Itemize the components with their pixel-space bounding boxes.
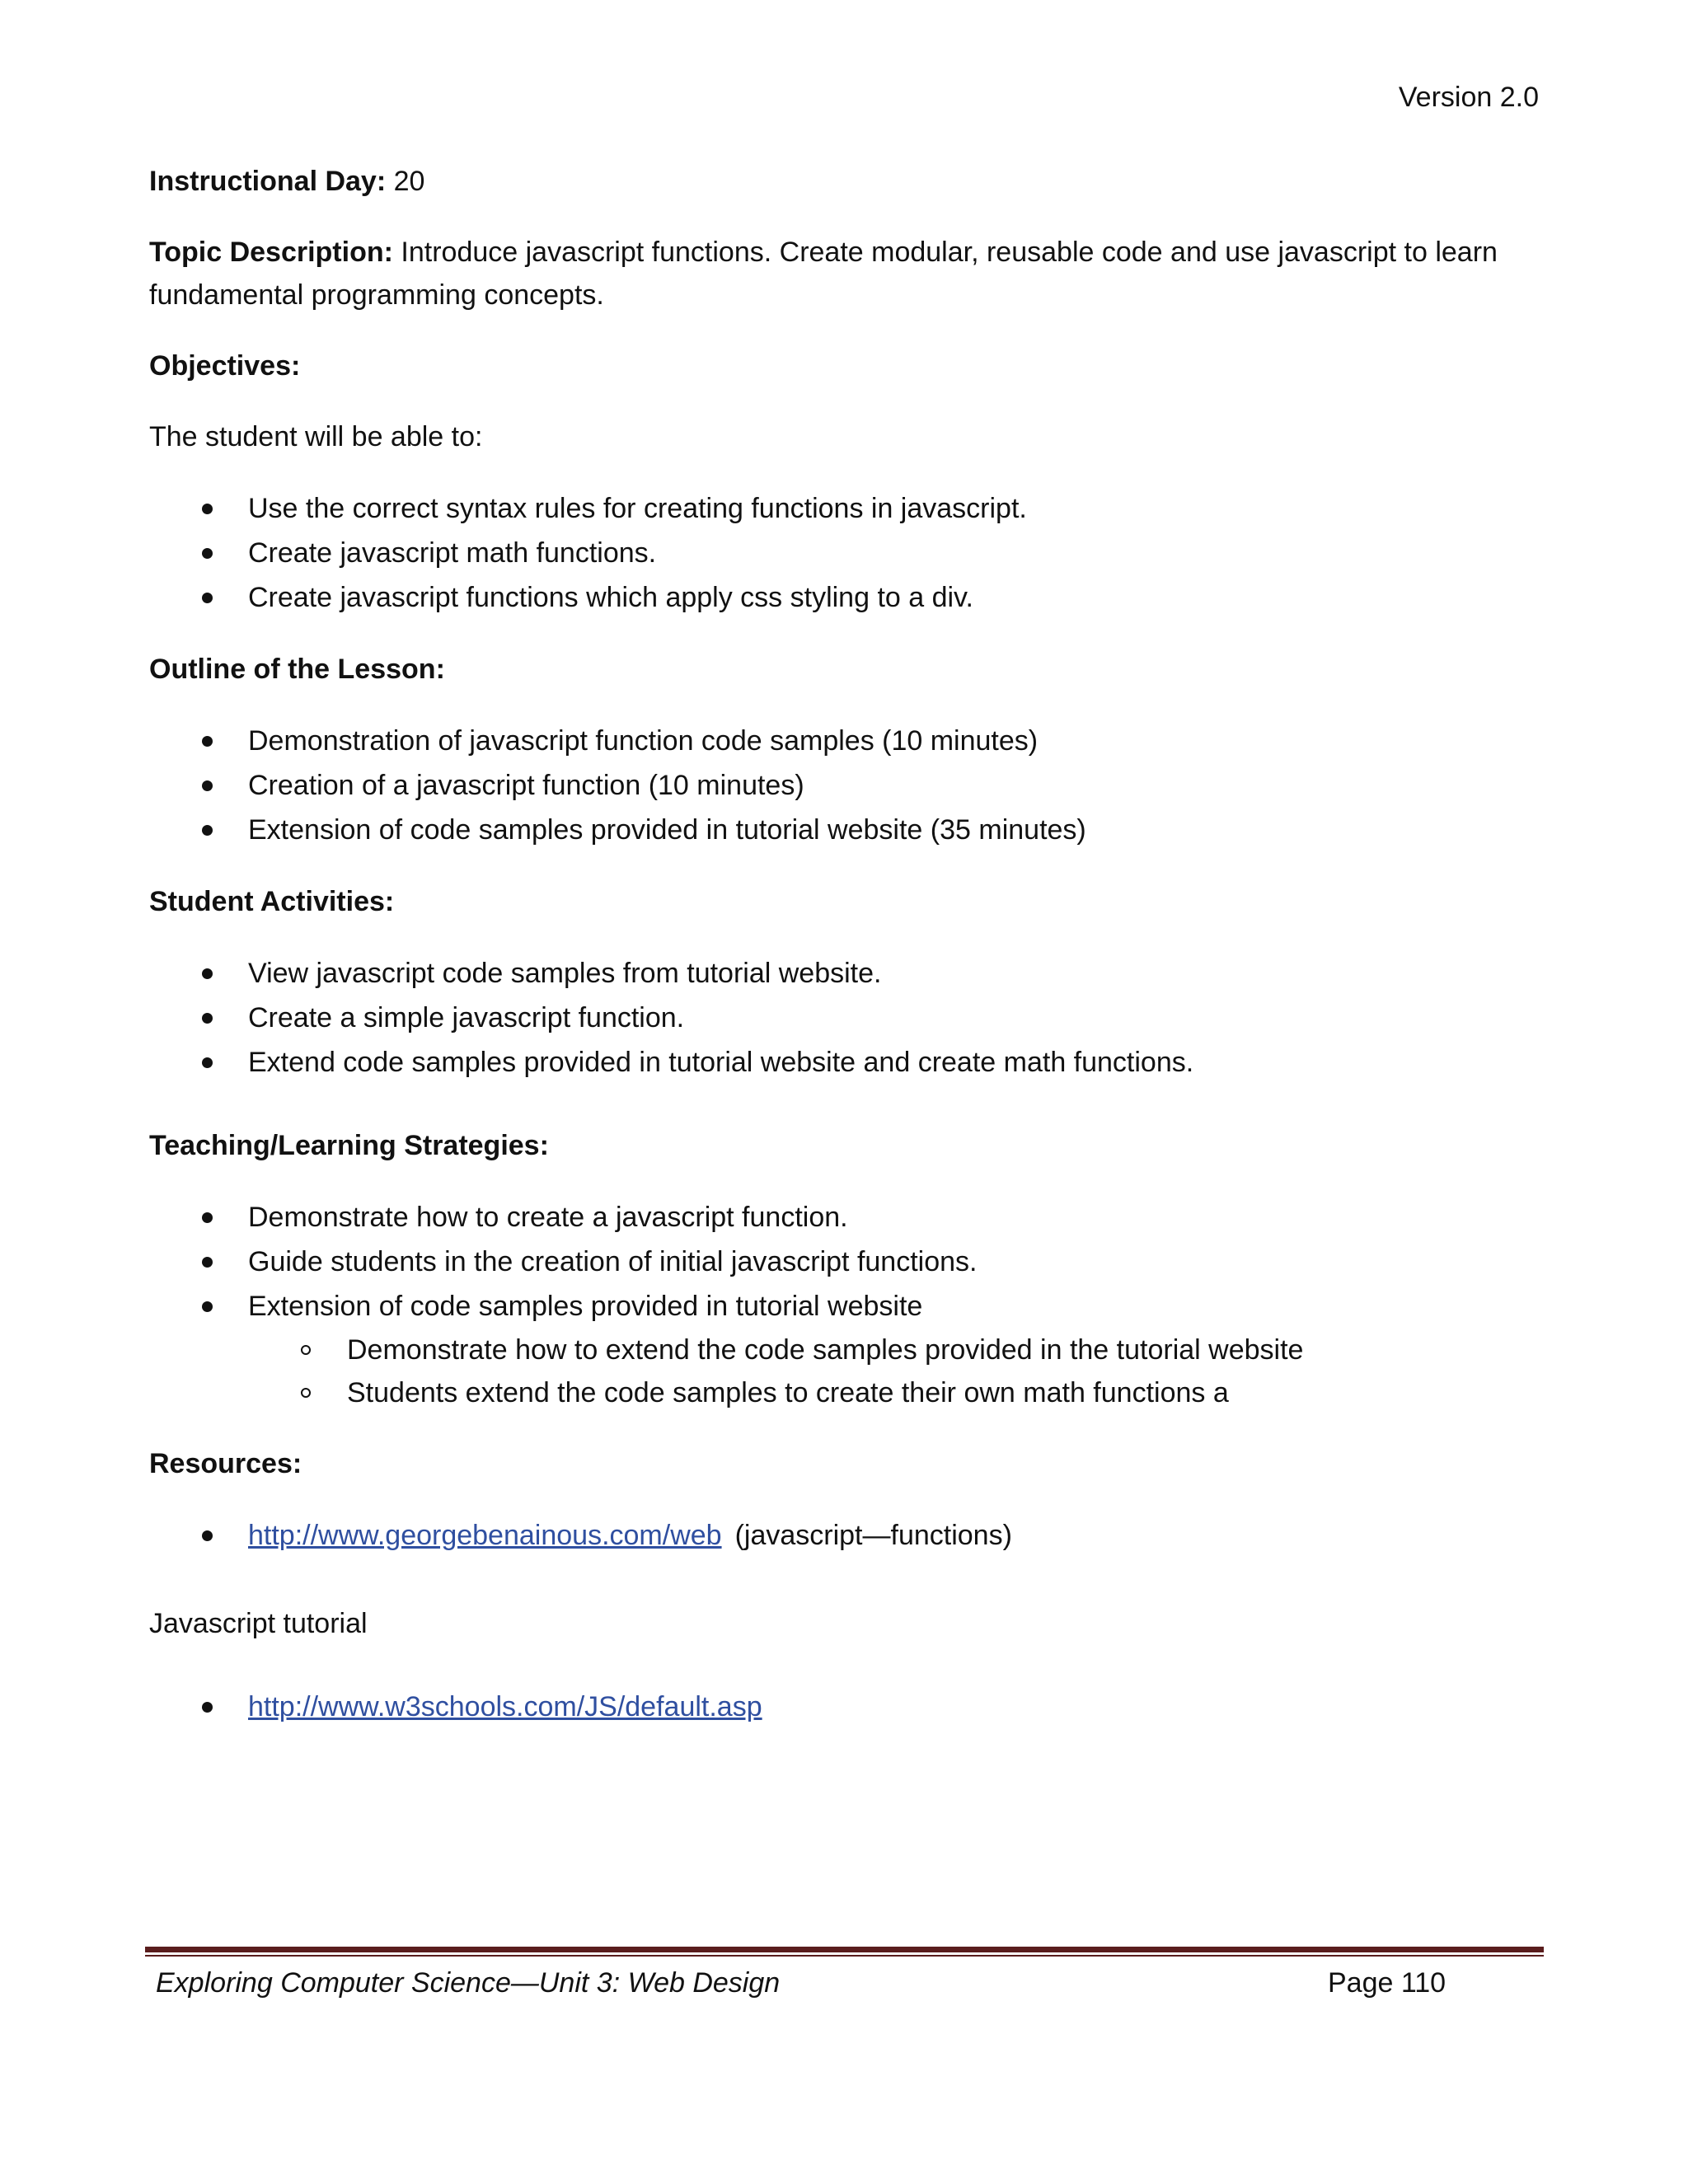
page-number: Page 110 bbox=[1328, 1967, 1447, 1999]
resources-heading: Resources: bbox=[149, 1448, 302, 1479]
list-item bbox=[149, 1284, 1550, 1414]
list-item: Use the correct syntax rules for creating functions in javascript. bbox=[149, 486, 1550, 531]
resource-note: (javascript—functions) bbox=[734, 1520, 1012, 1551]
objectives-heading: Objectives: bbox=[149, 350, 301, 382]
list-item: Create javascript math functions. bbox=[149, 531, 1550, 575]
list-item: Demonstration of javascript function code samples (10 minutes) bbox=[149, 719, 1550, 763]
strategies-list bbox=[149, 1195, 1550, 1414]
strategy-item-text: Extension of code samples provided in tutorial website bbox=[248, 1291, 923, 1322]
topic-description-text: Introduce javascript functions. Create modular, reusable code and use javascript to learn fundamental programming concepts. bbox=[149, 237, 1498, 311]
sub-list-item: Demonstrate how to extend the code samples provided in the tutorial website bbox=[149, 1329, 1550, 1371]
objectives-list bbox=[149, 486, 1550, 620]
spacer bbox=[149, 1586, 1550, 1602]
tutorial-list bbox=[149, 1685, 1550, 1729]
resource-link-w3schools[interactable]: http://www.w3schools.com/JS/default.asp bbox=[248, 1691, 762, 1722]
resources-list bbox=[149, 1513, 1550, 1558]
footer-title: Exploring Computer Science—Unit 3: Web Design bbox=[156, 1967, 781, 1999]
list-item: Extension of code samples provided in tutorial website (35 minutes) bbox=[149, 808, 1550, 852]
activities-heading: Student Activities: bbox=[149, 886, 395, 917]
list-item bbox=[149, 1513, 1550, 1558]
outline-heading: Outline of the Lesson: bbox=[149, 654, 445, 685]
footer-rule-thin bbox=[145, 1955, 1544, 1957]
list-item: Create javascript functions which apply css styling to a div. bbox=[149, 575, 1550, 620]
tutorial-label: Javascript tutorial bbox=[149, 1608, 368, 1639]
lesson-content bbox=[149, 160, 1550, 1757]
strategies-sublist bbox=[248, 1329, 1550, 1414]
strategies-heading: Teaching/Learning Strategies: bbox=[149, 1130, 549, 1161]
objectives-intro: The student will be able to: bbox=[149, 421, 483, 452]
sub-list-item: Students extend the code samples to create their own math functions a bbox=[149, 1371, 1550, 1414]
list-item: Creation of a javascript function (10 minutes) bbox=[149, 763, 1550, 808]
list-item bbox=[149, 1685, 1550, 1729]
list-item: View javascript code samples from tutorial website. bbox=[149, 951, 1550, 996]
topic-description-label: Topic Description: bbox=[149, 237, 393, 268]
instructional-day-value: 20 bbox=[393, 166, 425, 197]
footer-rule bbox=[145, 1947, 1544, 1952]
outline-list bbox=[149, 719, 1550, 852]
topic-description bbox=[149, 231, 1550, 316]
instructional-day bbox=[149, 160, 1550, 203]
list-item: Guide students in the creation of initial javascript functions. bbox=[149, 1240, 1550, 1284]
list-item: Extend code samples provided in tutorial website and create math functions. bbox=[149, 1040, 1550, 1085]
list-item: Demonstrate how to create a javascript function. bbox=[149, 1195, 1550, 1240]
activities-list bbox=[149, 951, 1550, 1085]
list-item: Create a simple javascript function. bbox=[149, 996, 1550, 1040]
version-label: Version 2.0 bbox=[1398, 82, 1539, 113]
instructional-day-label: Instructional Day: bbox=[149, 166, 387, 197]
resource-link-georgebenainous[interactable]: http://www.georgebenainous.com/web bbox=[248, 1520, 722, 1551]
